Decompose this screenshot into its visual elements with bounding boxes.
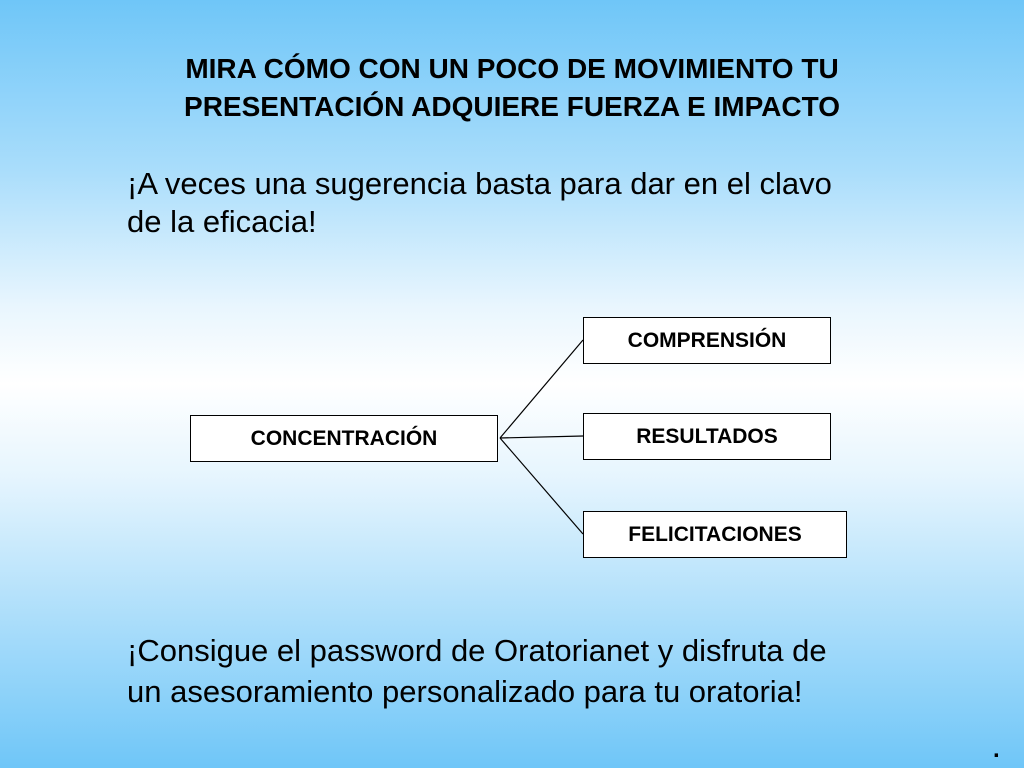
slide-footer-line-1: ¡Consigue el password de Oratorianet y disfruta de: [127, 633, 827, 668]
slide-title-line-2: PRESENTACIÓN ADQUIERE FUERZA E IMPACTO: [184, 91, 840, 122]
diagram-branch-box-comprension: [583, 317, 831, 364]
diagram-branch-box-resultados: [583, 413, 831, 460]
slide-subtitle-line-1: ¡A veces una sugerencia basta para dar en el clavo: [127, 166, 832, 201]
connector-to-felicitaciones: [500, 438, 583, 534]
slide-title: [60, 50, 964, 126]
diagram-branch-label-felicitaciones: FELICITACIONES: [628, 522, 802, 546]
diagram-branch-label-comprension: COMPRENSIÓN: [627, 328, 787, 352]
diagram-branch-label-resultados: RESULTADOS: [636, 424, 778, 448]
slide-title-line-1: MIRA CÓMO CON UN POCO DE MOVIMIENTO TU: [185, 53, 839, 84]
connector-to-comprension: [500, 340, 583, 438]
end-mark: .: [993, 736, 1000, 763]
slide-subtitle: [127, 165, 927, 241]
diagram-branch-box-felicitaciones: [583, 511, 847, 558]
slide-footer-line-2: un asesoramiento personalizado para tu oratoria!: [127, 674, 803, 709]
diagram-root-label: CONCENTRACIÓN: [250, 426, 438, 450]
connector-to-resultados: [500, 436, 583, 438]
slide-footer-text: [127, 630, 987, 712]
slide-subtitle-line-2: de la eficacia!: [127, 204, 317, 239]
diagram-root-box: [190, 415, 498, 462]
